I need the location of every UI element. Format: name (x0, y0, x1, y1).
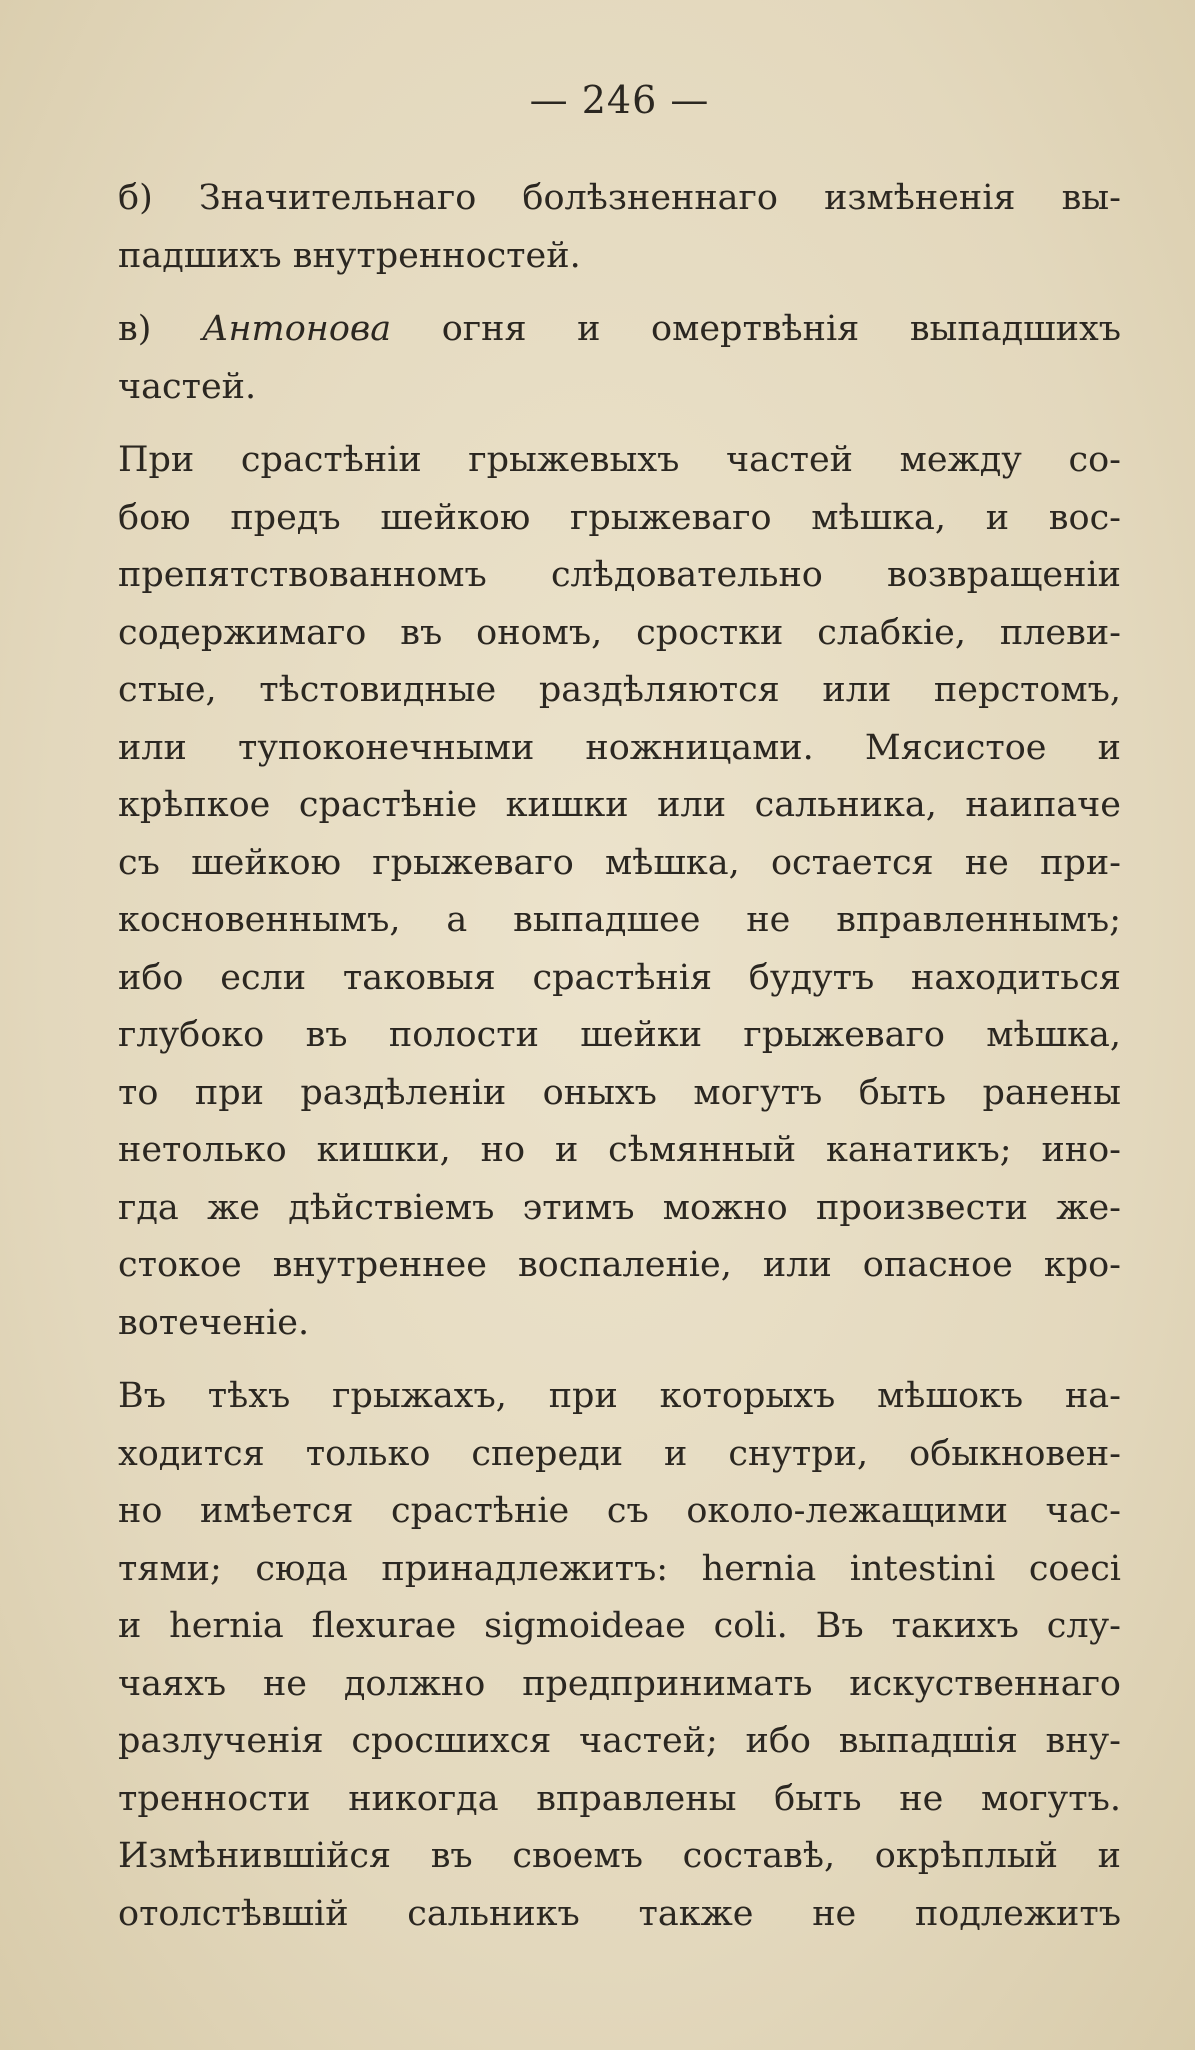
text-line: то при раздѣленіи оныхъ могутъ быть ранены (118, 1072, 1121, 1113)
text-line: ибо если таковыя срастѣнія будутъ находиться (118, 957, 1121, 998)
text-line: чаяхъ не должно предпринимать искуственнаго (118, 1663, 1121, 1704)
text-line: Въ тѣхъ грыжахъ, при которыхъ мѣшокъ на- (118, 1376, 1121, 1416)
text-line: глубоко въ полости шейки грыжеваго мѣшка, (118, 1015, 1121, 1055)
text-line: частей. (118, 366, 257, 407)
text-line: или тупоконечными ножницами. Мясистое и (118, 727, 1121, 768)
text-line: крѣпкое срастѣніе кишки или сальника, наипаче (118, 785, 1121, 825)
text-line: косновеннымъ, а выпадшее не вправленнымъ; (118, 900, 1121, 940)
italic-name: Антонова (201, 309, 392, 349)
text-line: тренности никогда вправлены быть не могутъ. (118, 1778, 1121, 1819)
paragraph-hernias (118, 1368, 1121, 1943)
text-line (118, 301, 1121, 359)
text-line: падшихъ внутренностей. (118, 235, 581, 276)
paragraph-v (118, 301, 1121, 416)
text-line: При срастѣніи грыжевыхъ частей между со- (118, 440, 1121, 480)
paragraph-adhesions (118, 432, 1121, 1352)
text-fragment: огня и омертвѣнія выпадшихъ (391, 309, 1121, 349)
text-line: Измѣнившійся въ своемъ составѣ, окрѣплый и (118, 1836, 1121, 1876)
text-line: содержимаго въ ономъ, сростки слабкіе, плеви- (118, 612, 1121, 653)
text-line: разлученія сросшихся частей; ибо выпадшія вну- (118, 1721, 1121, 1761)
text-line: стокое внутреннее воспаленіе, или опасное кро- (118, 1245, 1121, 1285)
text-line: ходится только спереди и снутри, обыкновен- (118, 1433, 1121, 1474)
text-line: бою предъ шейкою грыжеваго мѣшка, и вос- (118, 497, 1121, 538)
text-line: тями; сюда принадлежитъ: hernia intestini coeci (118, 1548, 1121, 1589)
paragraph-b (118, 170, 1121, 285)
text-line: и hernia flexurae sigmoideae coli. Въ такихъ слу- (118, 1606, 1121, 1646)
text-line: б) Значительнаго болѣзненнаго измѣненія вы- (118, 178, 1121, 218)
text-line: вотеченіе. (118, 1302, 310, 1343)
text-line: но имѣется срастѣніе съ около-лежащими час- (118, 1491, 1121, 1531)
text-line: стые, тѣстовидные раздѣляются или перстомъ, (118, 670, 1121, 710)
text-fragment: в) (118, 309, 202, 349)
text-line: препятствованномъ слѣдовательно возвращеніи (118, 555, 1121, 595)
text-line: отолстѣвшій сальникъ также не подлежитъ (118, 1893, 1121, 1934)
page-text (118, 170, 1121, 1943)
page-number: — 246 — (529, 78, 710, 122)
text-line: съ шейкою грыжеваго мѣшка, остается не при- (118, 842, 1121, 883)
text-line: гда же дѣйствіемъ этимъ можно произвести же- (118, 1187, 1121, 1228)
text-line: нетолько кишки, но и сѣмянный канатикъ; ино- (118, 1130, 1121, 1170)
